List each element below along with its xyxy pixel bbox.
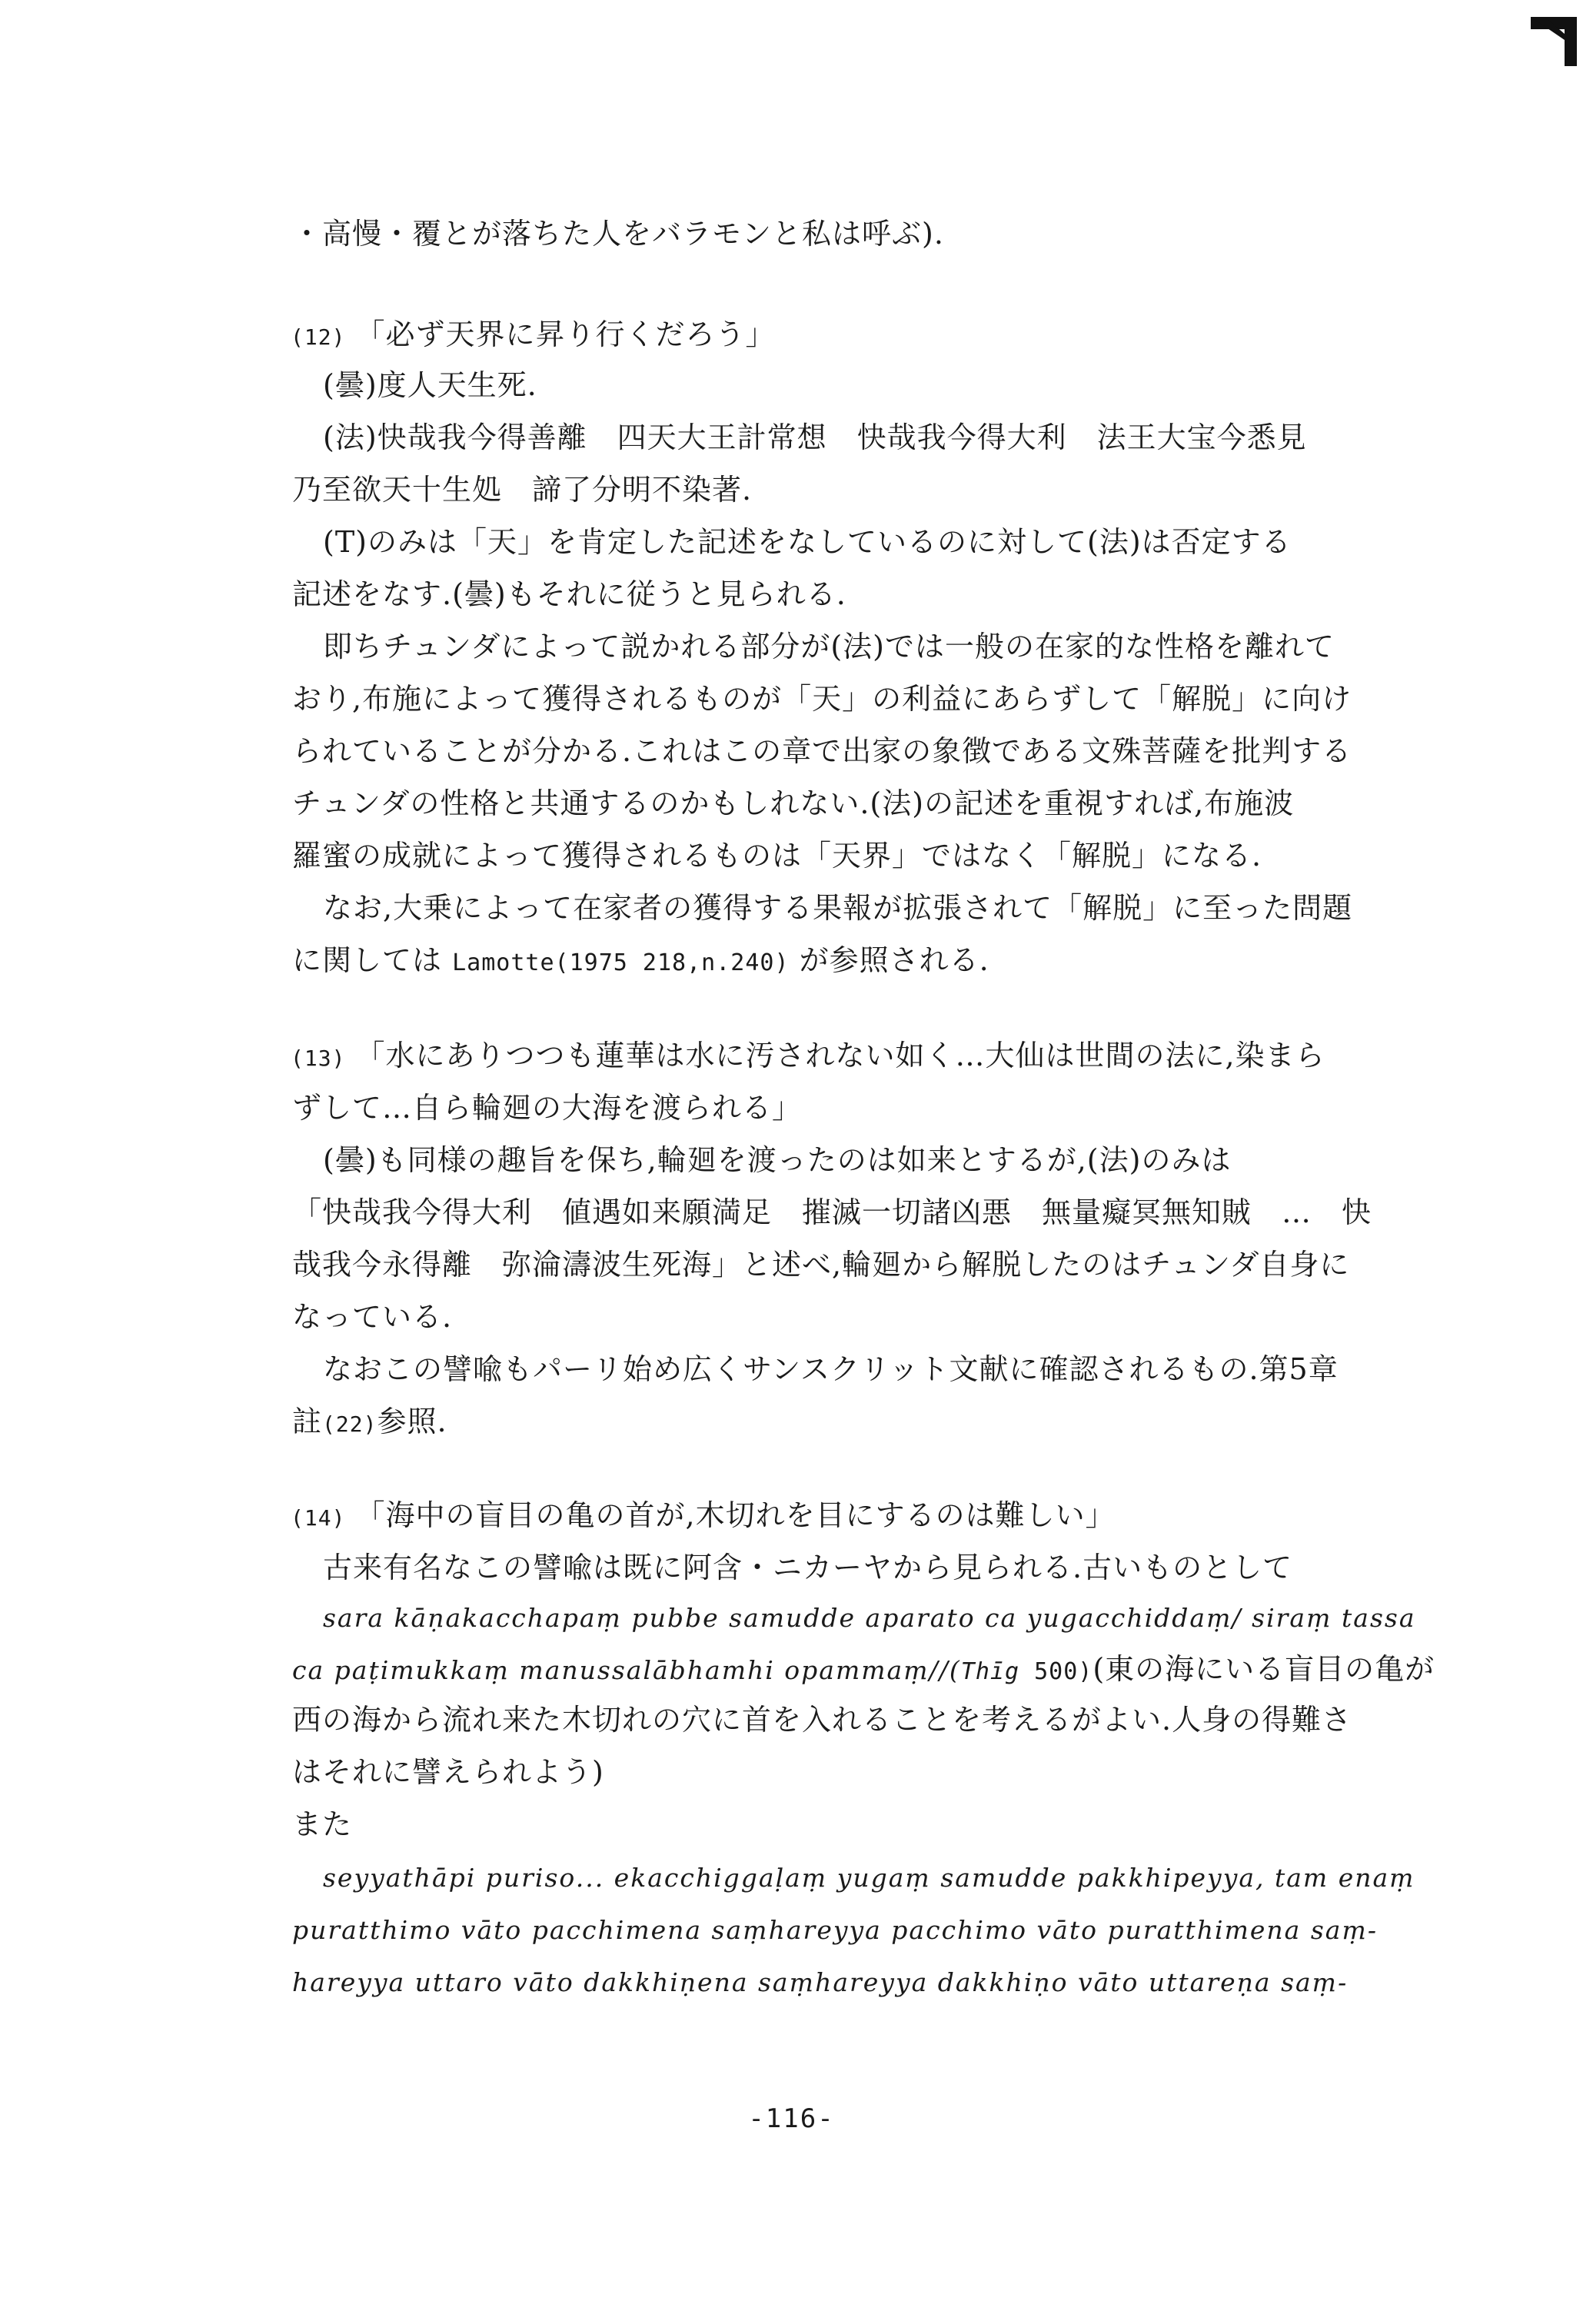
text-segment: に関しては [292,943,443,977]
note-13-heading [291,1038,1325,1076]
source-abbrev: Thīg [960,1658,1020,1685]
note-quote: 「海中の盲目の亀の首が,木切れを目にするのは難しい」 [355,1498,1116,1532]
pali-text: ca paṭimukkaṃ manussalābhamhi opammaṃ//( [292,1655,961,1685]
note-quote: 「必ず天界に昇り行くだろう」 [355,318,776,351]
text-line-22 [292,1404,447,1442]
text-line-13: なお,大乗によって在家者の獲得する果報が拡張されて「解脱」に至った問題 [323,891,1353,925]
note-quote: 「水にありつつも蓮華は水に汚されない如く…大仙は世間の法に,染まら [355,1039,1325,1072]
note-ref: (22) [322,1411,377,1437]
text-segment: 参照. [377,1405,447,1438]
pali-line-4: puratthimo vāto pacchimena saṃhareyya pacchimo vāto puratthimena saṃ- [292,1915,1378,1945]
text-segment: が参照される. [799,943,989,977]
text-line-29: また [292,1807,353,1841]
note-number: (14) [291,1505,346,1531]
citation: Lamotte(1975 218,n.240) [452,949,790,976]
page-number: -116- [748,2103,835,2134]
text-line-24: 古来有名なこの譬喩は既に阿含・ニカーヤから見られる.古いものとして [323,1551,1293,1584]
note-number: (12) [291,324,346,350]
note-12-heading [291,317,776,355]
text-line-11: チュンダの性格と共通するのかもしれない.(法)の記述を重視すれば,布施波 [292,786,1295,820]
text-line-28: はそれに譬えられよう) [292,1755,604,1789]
text-line-18: 「快哉我今得大利 値遇如来願満足 摧滅一切諸凶悪 無量癡冥無知賊 … 快 [292,1195,1372,1229]
pali-line-2 [292,1651,1435,1690]
text-line-4: (法)快哉我今得善離 四天大王計常想 快哉我今得大利 法王大宝今悉見 [323,421,1307,454]
pali-line-5: hareyya uttaro vāto dakkhiṇena saṃhareyya dakkhiṇo vāto uttareṇa saṃ- [292,1967,1349,1997]
text-line-8: 即ちチュンダによって説かれる部分が(法)では一般の在家的な性格を離れて [323,630,1335,663]
verse-number: 500) [1019,1658,1093,1685]
text-line-5: 乃至欲天十生処 諦了分明不染著. [292,473,753,507]
note-14-heading [291,1498,1116,1536]
text-line-3: (曇)度人天生死. [323,368,537,402]
text-line-14 [292,943,989,981]
text-line-7: 記述をなす.(曇)もそれに従うと見られる. [292,577,846,611]
translation-start: (東の海にいる盲目の亀が [1092,1652,1435,1686]
corner-crop-mark [1531,17,1577,66]
text-line-1: ・高慢・覆とが落ちた人をバラモンと私は呼ぶ). [292,217,944,251]
text-line-27: 西の海から流れ来た木切れの穴に首を入れることを考えるがよい.人身の得難さ [292,1703,1352,1737]
note-number: (13) [291,1046,346,1071]
pali-line-3: seyyathāpi puriso... ekacchiggaḷaṃ yugaṃ samudde pakkhipeyya, tam enaṃ [323,1863,1415,1893]
text-line-9: おり,布施によって獲得されるものが「天」の利益にあらずして「解脱」に向け [292,682,1352,716]
text-segment: 註 [292,1405,323,1438]
text-line-10: られていることが分かる.これはこの章で出家の象徴である文殊菩薩を批判する [292,734,1352,768]
text-line-21: なおこの譬喩もパーリ始め広くサンスクリット文献に確認されるもの.第5章 [323,1352,1339,1386]
text-line-6: (T)のみは「天」を肯定した記述をなしているのに対して(法)は否定する [323,525,1292,559]
text-line-16: ずして…自ら輪廻の大海を渡られる」 [292,1091,803,1125]
text-line-19: 哉我今永得離 弥淪濤波生死海」と述べ,輪廻から解脱したのはチュンダ自身に [292,1248,1350,1282]
text-line-20: なっている. [292,1300,453,1334]
text-line-17: (曇)も同様の趣旨を保ち,輪廻を渡ったのは如来とするが,(法)のみは [323,1143,1232,1177]
text-line-12: 羅蜜の成就によって獲得されるものは「天界」ではなく「解脱」になる. [292,839,1262,873]
pali-line-1: sara kāṇakacchapaṃ pubbe samudde aparato ca yugacchiddaṃ/ siraṃ tassa [323,1603,1416,1633]
